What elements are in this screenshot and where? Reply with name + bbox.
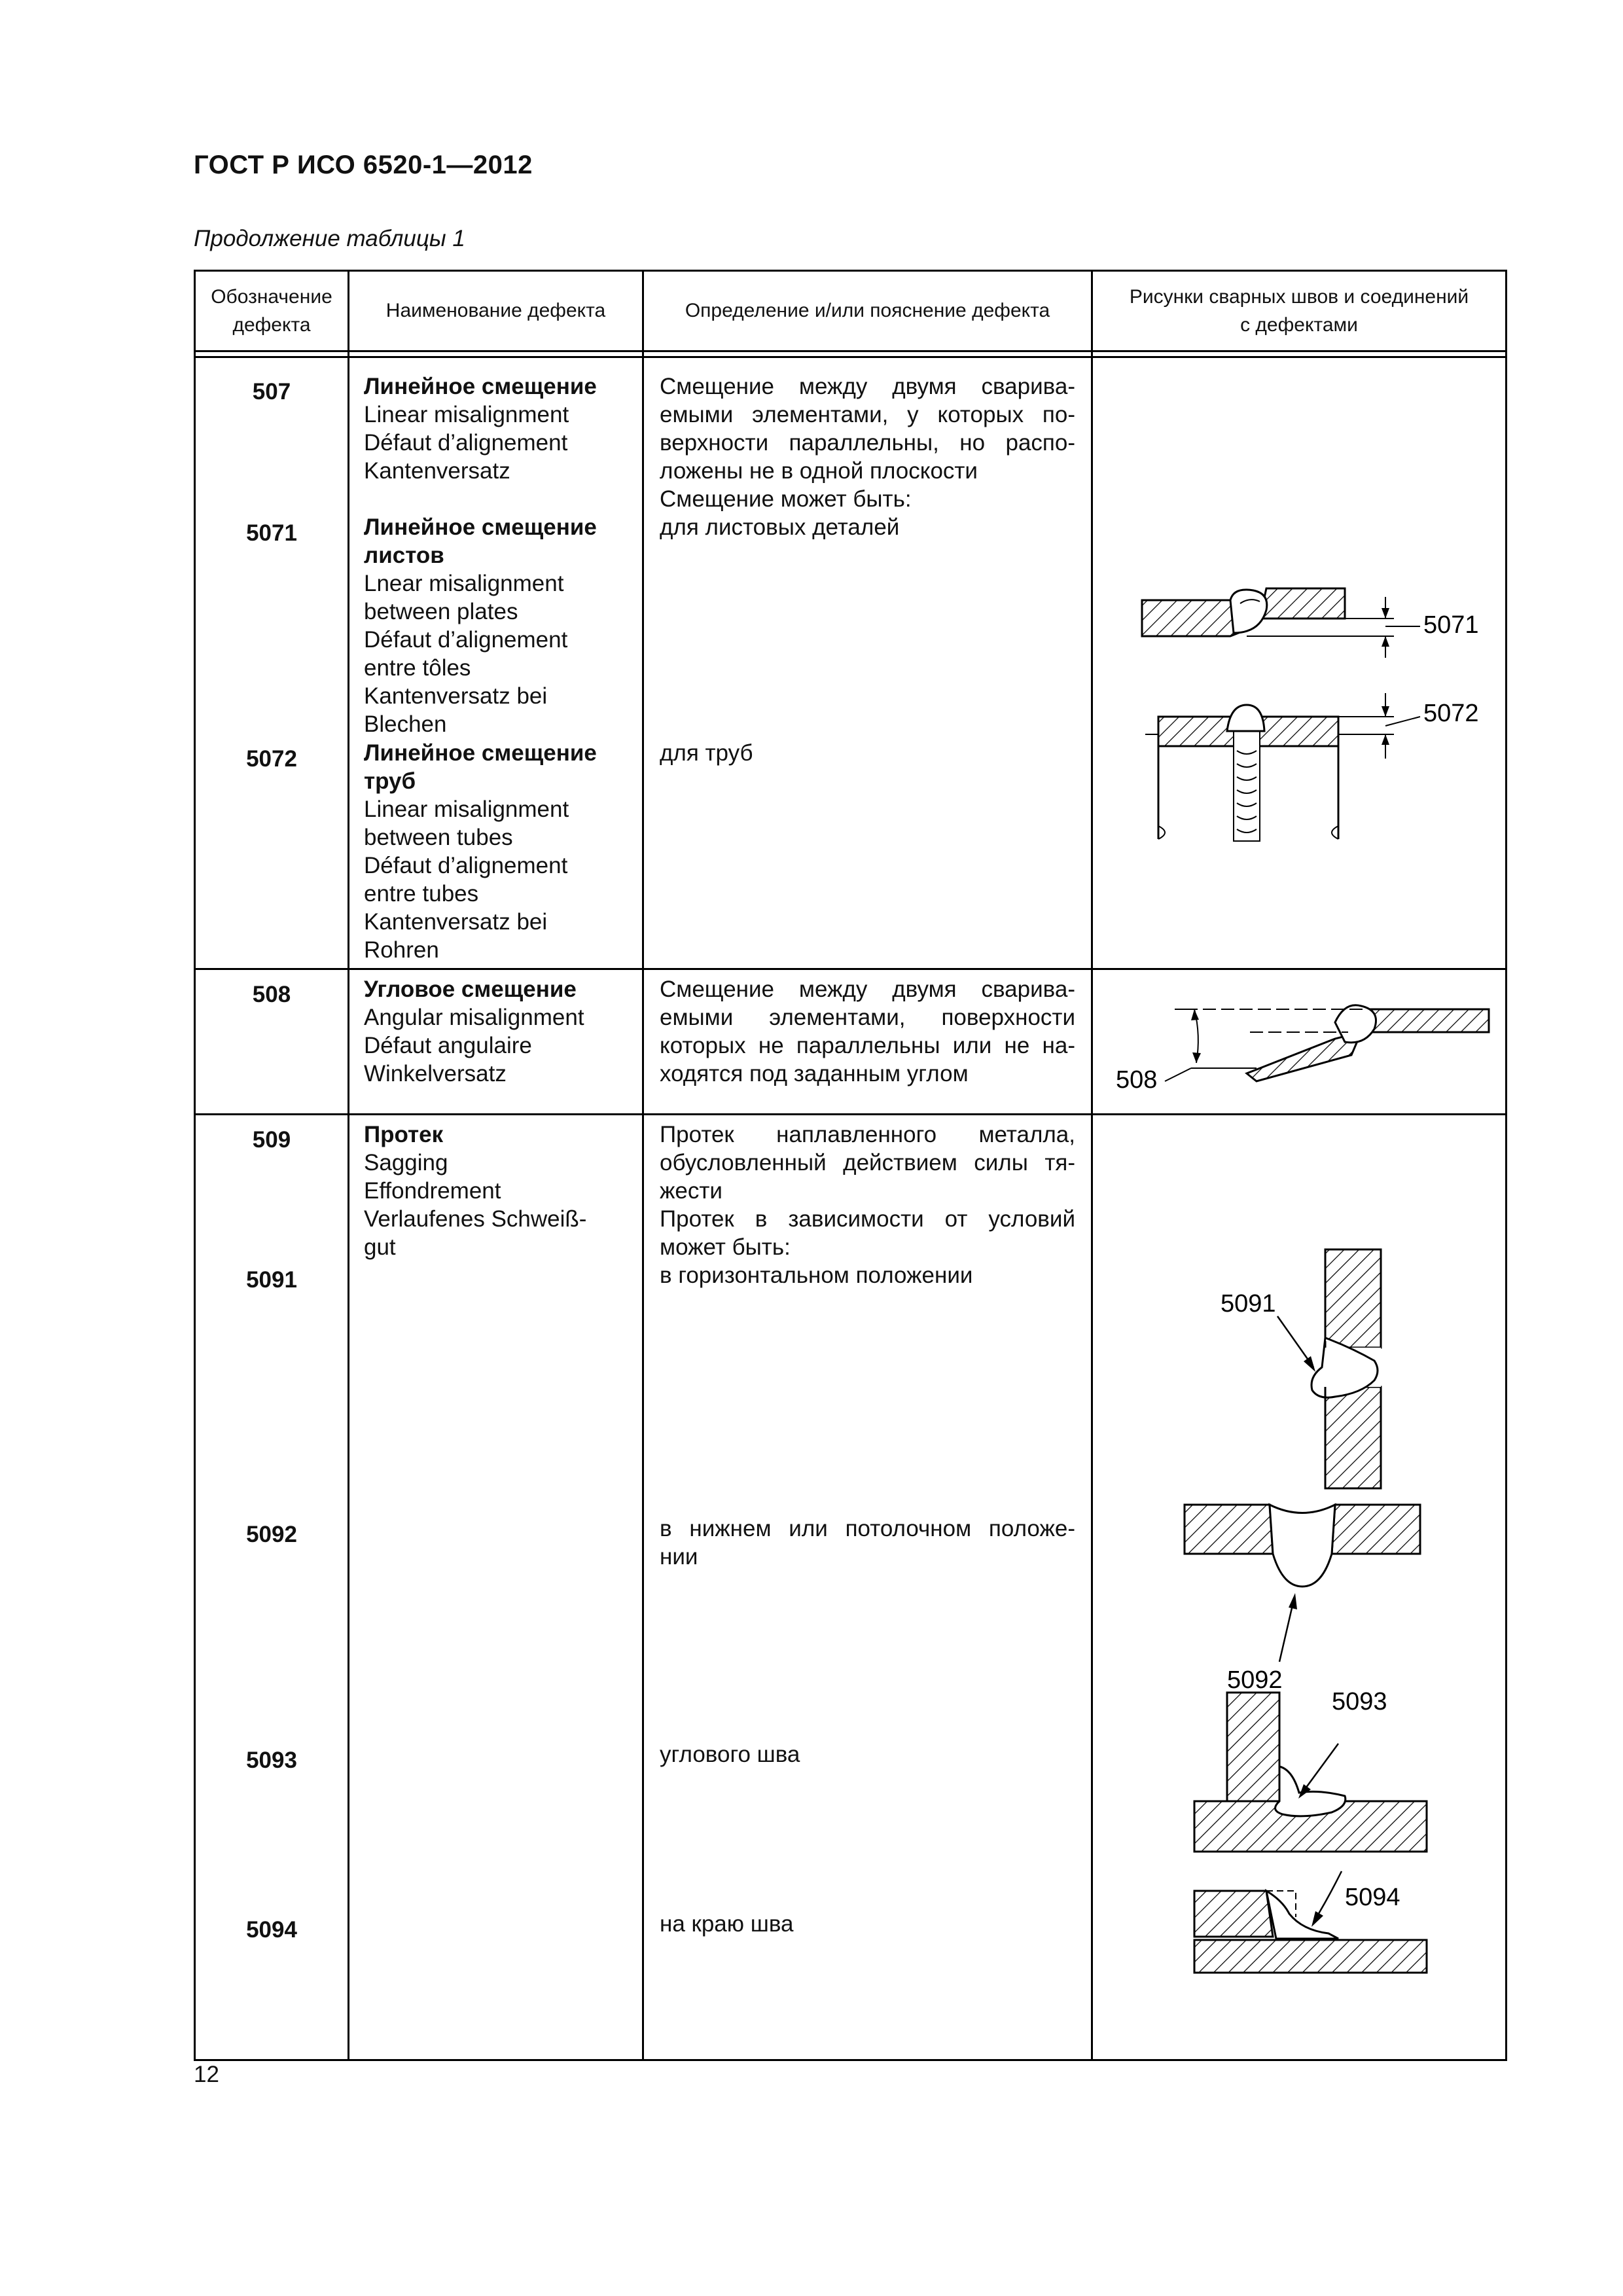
fig-label-5094: 5094 bbox=[1345, 1884, 1400, 1911]
name-5072-de-1: Kantenversatz bei bbox=[364, 909, 548, 935]
name-509-de-2: gut bbox=[364, 1234, 396, 1260]
name-5072-en-1: Linear misalignment bbox=[364, 797, 569, 822]
table-row-509 bbox=[195, 1115, 1507, 2060]
fig-label-5091: 5091 bbox=[1221, 1290, 1276, 1318]
name-507-en: Linear misalignment bbox=[364, 402, 569, 427]
col-header-code-line1: Обозначение bbox=[211, 286, 332, 308]
figure-507 bbox=[1093, 358, 1507, 970]
def-508-line2: емыми элементами, поверхности bbox=[660, 1005, 1075, 1030]
def-5072: для труб bbox=[660, 740, 753, 766]
name-5071-de-2: Blechen bbox=[364, 711, 447, 737]
name-5071-fr-2: entre tôles bbox=[364, 655, 471, 681]
name-508-ru: Угловое смещение bbox=[364, 977, 577, 1002]
def-507-line1: Смещение между двумя сварива- bbox=[660, 374, 1075, 399]
col-header-figure bbox=[1092, 271, 1507, 351]
name-507-ru: Линейное смещение bbox=[364, 374, 597, 399]
def-509-line3: жести bbox=[660, 1178, 722, 1204]
name-5072-de-2: Rohren bbox=[364, 937, 439, 963]
def-507-line5: Смещение может быть: bbox=[660, 486, 912, 512]
col-header-figure-line1: Рисунки сварных швов и соединений bbox=[1129, 286, 1469, 308]
name-507-de: Kantenversatz bbox=[364, 458, 510, 484]
name-cell-507 bbox=[349, 357, 643, 969]
code-cell-507 bbox=[195, 357, 349, 969]
code-5091: 5091 bbox=[246, 1267, 297, 1293]
sagging-horizontal-drawing bbox=[1277, 1249, 1381, 1488]
name-509-fr: Effondrement bbox=[364, 1178, 501, 1204]
figure-cell-507 bbox=[1092, 357, 1507, 969]
table-row-508 bbox=[195, 969, 1507, 1115]
col-header-code-line2: дефекта bbox=[232, 314, 311, 336]
def-509-line1: Протек наплавленного металла, bbox=[660, 1122, 1075, 1147]
definition-cell-509 bbox=[643, 1115, 1092, 2060]
definition-cell-508 bbox=[643, 969, 1092, 1115]
name-5072-fr-2: entre tubes bbox=[364, 881, 479, 906]
name-5071-en-2: between plates bbox=[364, 599, 518, 624]
definition-cell-507 bbox=[643, 357, 1092, 969]
table-header-row bbox=[195, 271, 1507, 351]
name-5071-ru-1: Линейное смещение bbox=[364, 514, 597, 540]
fig-label-5072: 5072 bbox=[1423, 700, 1479, 727]
name-507-fr: Défaut d’alignement bbox=[364, 430, 568, 456]
name-5072-en-2: between tubes bbox=[364, 825, 513, 850]
name-5072-ru-2: труб bbox=[364, 768, 416, 794]
def-5091: в горизонтальном положении bbox=[660, 1263, 973, 1288]
name-cell-508 bbox=[349, 969, 643, 1115]
def-507-line2: емыми элементами, у которых по- bbox=[660, 402, 1075, 427]
code-5092: 5092 bbox=[246, 1522, 297, 1547]
figure-508 bbox=[1093, 970, 1507, 1115]
name-5072-ru-1: Линейное смещение bbox=[364, 740, 597, 766]
col-header-code bbox=[195, 271, 349, 351]
code-509: 509 bbox=[252, 1127, 291, 1153]
fig-label-5071: 5071 bbox=[1423, 611, 1479, 639]
document-header: ГОСТ Р ИСО 6520-1—2012 bbox=[194, 151, 533, 179]
name-cell-509 bbox=[349, 1115, 643, 2060]
name-509-ru: Протек bbox=[364, 1122, 444, 1147]
def-5071: для листовых деталей bbox=[660, 514, 900, 540]
table-row-507 bbox=[195, 357, 1507, 969]
def-5094: на краю шва bbox=[660, 1911, 794, 1937]
name-508-de: Winkelversatz bbox=[364, 1061, 507, 1086]
code-5071: 5071 bbox=[246, 520, 297, 546]
code-5093: 5093 bbox=[246, 1748, 297, 1773]
code-508: 508 bbox=[252, 982, 291, 1007]
fig-label-5092: 5092 bbox=[1227, 1666, 1283, 1694]
def-5093: углового шва bbox=[660, 1742, 800, 1767]
def-5092-line1: в нижнем или потолочном положе- bbox=[660, 1516, 1075, 1541]
table-caption: Продолжение таблицы 1 bbox=[194, 226, 465, 251]
angular-misalignment-drawing bbox=[1165, 1005, 1489, 1081]
fig-label-508: 508 bbox=[1116, 1066, 1158, 1094]
def-509-line5: может быть: bbox=[660, 1234, 791, 1260]
col-header-figure-line2: с дефектами bbox=[1240, 314, 1358, 336]
figure-cell-509 bbox=[1092, 1115, 1507, 2060]
name-5071-en-1: Lnear misalignment bbox=[364, 571, 564, 596]
def-507-line3: верхности параллельны, но распо- bbox=[660, 430, 1075, 456]
name-508-fr: Défaut angulaire bbox=[364, 1033, 532, 1058]
def-509-line4: Протек в зависимости от условий bbox=[660, 1206, 1075, 1232]
def-5092-line2: нии bbox=[660, 1544, 698, 1570]
code-cell-509 bbox=[195, 1115, 349, 2060]
code-5094: 5094 bbox=[246, 1917, 297, 1943]
defects-table bbox=[194, 270, 1507, 2061]
name-509-en: Sagging bbox=[364, 1150, 448, 1175]
def-508-line4: ходятся под заданным углом bbox=[660, 1061, 969, 1086]
sagging-flat-drawing bbox=[1185, 1505, 1420, 1662]
plate-misalignment-drawing bbox=[1142, 588, 1420, 658]
page-number: 12 bbox=[194, 2062, 219, 2087]
col-header-name: Наименование дефекта bbox=[349, 271, 643, 351]
figure-509 bbox=[1093, 1115, 1507, 2061]
fig-label-5093: 5093 bbox=[1332, 1688, 1387, 1715]
sagging-fillet-drawing bbox=[1194, 1693, 1427, 1852]
name-5071-de-1: Kantenversatz bei bbox=[364, 683, 548, 709]
name-5072-fr-1: Défaut d’alignement bbox=[364, 853, 568, 878]
def-508-line3: которых не параллельны или не на- bbox=[660, 1033, 1075, 1058]
def-509-line2: обусловленный действием силы тя- bbox=[660, 1150, 1075, 1175]
tube-misalignment-drawing bbox=[1145, 693, 1420, 841]
name-509-de-1: Verlaufenes Schweiß- bbox=[364, 1206, 587, 1232]
code-5072: 5072 bbox=[246, 746, 297, 772]
col-header-definition: Определение и/или пояснение дефекта bbox=[643, 271, 1092, 351]
def-507-line4: ложены не в одной плоскости bbox=[660, 458, 978, 484]
code-507: 507 bbox=[252, 379, 291, 404]
figure-cell-508 bbox=[1092, 969, 1507, 1115]
code-cell-508 bbox=[195, 969, 349, 1115]
name-508-en: Angular misalignment bbox=[364, 1005, 584, 1030]
name-5071-ru-2: листов bbox=[364, 543, 444, 568]
def-508-line1: Смещение между двумя сварива- bbox=[660, 977, 1075, 1002]
name-5071-fr-1: Défaut d’alignement bbox=[364, 627, 568, 653]
